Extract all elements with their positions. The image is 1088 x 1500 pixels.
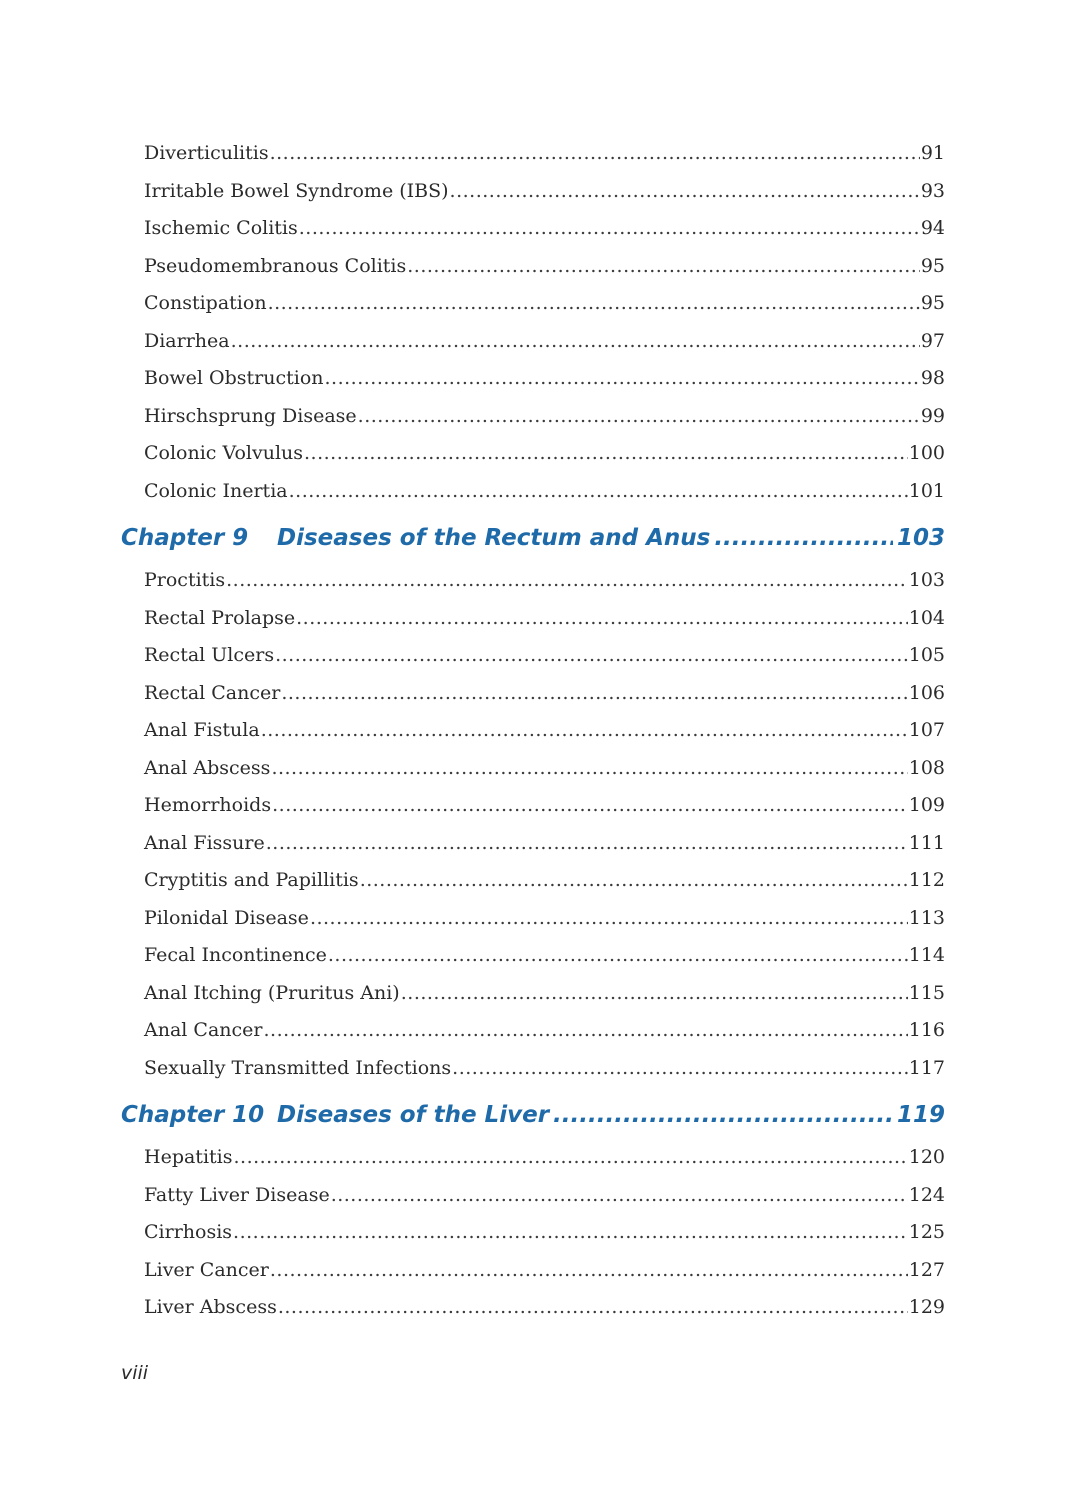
chapter-10-heading[interactable]: [121, 1091, 945, 1139]
page-folio: viii: [121, 1362, 149, 1384]
entry-title: Fatty Liver Disease: [144, 1183, 330, 1206]
entry-title: Constipation: [144, 292, 267, 314]
entry-page-number: 97: [920, 329, 945, 352]
entry-page-number: 113: [908, 906, 945, 929]
entry-title: Proctitis: [144, 569, 226, 591]
dot-leader: [226, 562, 908, 600]
toc-entry[interactable]: [121, 862, 945, 900]
entry-title: Anal Fissure: [144, 831, 265, 854]
dot-leader: [231, 323, 920, 361]
toc-entry[interactable]: [121, 900, 945, 938]
dot-leader: [289, 473, 908, 511]
dot-leader: [304, 435, 908, 473]
entry-page-number: 124: [908, 1183, 945, 1206]
toc-entry[interactable]: [121, 473, 945, 511]
dot-leader: [553, 1091, 893, 1139]
entry-page-number: 129: [908, 1296, 945, 1318]
entry-title: Sexually Transmitted Infections: [144, 1056, 452, 1079]
dot-leader: [270, 1252, 908, 1290]
entry-title: Colonic Volvulus: [144, 442, 304, 464]
dot-leader: [310, 900, 908, 938]
toc-section-chapter-9: [121, 562, 945, 1087]
entry-title: Anal Itching (Pruritus Ani): [144, 981, 400, 1004]
entry-page-number: 120: [908, 1146, 945, 1168]
entry-page-number: 95: [920, 292, 945, 314]
entry-title: Rectal Ulcers: [144, 644, 275, 666]
entry-page-number: 116: [908, 1019, 945, 1041]
entry-page-number: 117: [908, 1056, 945, 1079]
entry-page-number: 106: [908, 681, 945, 704]
dot-leader: [263, 1012, 907, 1050]
toc-entry[interactable]: [121, 1289, 945, 1327]
entry-page-number: 107: [908, 719, 945, 741]
toc-entry[interactable]: [121, 1214, 945, 1252]
entry-title: Fecal Incontinence: [144, 944, 327, 966]
chapter-number: Chapter 9: [121, 525, 249, 551]
entry-page-number: 127: [908, 1258, 945, 1281]
entry-title: Rectal Cancer: [144, 681, 281, 704]
dot-leader: [325, 360, 920, 398]
toc-entry[interactable]: [121, 1252, 945, 1290]
toc-section-chapter-10: [121, 1139, 945, 1327]
toc-entry[interactable]: [121, 435, 945, 473]
chapter-page-number: 103: [896, 525, 945, 551]
dot-leader: [266, 825, 908, 863]
toc-entry[interactable]: [121, 398, 945, 436]
dot-leader: [281, 675, 907, 713]
toc-entry[interactable]: [121, 1177, 945, 1215]
chapter-9-heading[interactable]: [121, 514, 945, 562]
toc-entry[interactable]: [121, 248, 945, 286]
dot-leader: [714, 514, 893, 562]
dot-leader: [450, 173, 920, 211]
toc-entry[interactable]: [121, 323, 945, 361]
entry-title: Hirschsprung Disease: [144, 404, 357, 427]
toc-entry[interactable]: [121, 360, 945, 398]
entry-title: Cirrhosis: [144, 1221, 233, 1243]
toc-entry[interactable]: [121, 750, 945, 788]
entry-title: Liver Cancer: [144, 1258, 269, 1281]
entry-title: Anal Abscess: [144, 756, 271, 779]
dot-leader: [358, 398, 920, 436]
entry-page-number: 100: [908, 442, 945, 464]
toc-entry[interactable]: [121, 787, 945, 825]
chapter-title: Diseases of the Rectum and Anus: [277, 525, 711, 551]
entry-title: Liver Abscess: [144, 1296, 277, 1318]
chapter-number: Chapter 10: [121, 1102, 265, 1128]
entry-page-number: 95: [920, 254, 945, 277]
entry-title: Colonic Inertia: [144, 479, 288, 502]
entry-title: Diverticulitis: [144, 142, 269, 164]
entry-page-number: 105: [908, 644, 945, 666]
toc-entry[interactable]: [121, 210, 945, 248]
dot-leader: [272, 787, 908, 825]
toc-entry[interactable]: [121, 562, 945, 600]
entry-page-number: 114: [908, 944, 945, 966]
entry-title: Cryptitis and Papillitis: [144, 869, 359, 891]
toc-entry[interactable]: [121, 675, 945, 713]
entry-page-number: 93: [920, 179, 945, 202]
toc-entry[interactable]: [121, 937, 945, 975]
entry-title: Pseudomembranous Colitis: [144, 254, 407, 277]
entry-page-number: 125: [908, 1221, 945, 1243]
entry-page-number: 94: [920, 217, 945, 239]
toc-entry[interactable]: [121, 173, 945, 211]
dot-leader: [268, 285, 920, 323]
entry-page-number: 98: [920, 367, 945, 389]
dot-leader: [328, 937, 908, 975]
toc-entry[interactable]: [121, 135, 945, 173]
entry-title: Anal Fistula: [144, 719, 260, 741]
entry-title: Anal Cancer: [144, 1019, 263, 1041]
toc-entry[interactable]: [121, 285, 945, 323]
entry-title: Hepatitis: [144, 1146, 233, 1168]
toc-entry[interactable]: [121, 712, 945, 750]
dot-leader: [407, 248, 920, 286]
entry-title: Rectal Prolapse: [144, 606, 296, 629]
entry-title: Diarrhea: [144, 329, 230, 352]
dot-leader: [278, 1289, 908, 1327]
entry-title: Bowel Obstruction: [144, 367, 324, 389]
entry-page-number: 101: [908, 479, 945, 502]
entry-title: Hemorrhoids: [144, 794, 272, 816]
toc-entry[interactable]: [121, 1012, 945, 1050]
table-of-contents: [121, 135, 945, 1327]
toc-entry[interactable]: [121, 600, 945, 638]
toc-entry[interactable]: [121, 637, 945, 675]
dot-leader: [233, 1139, 907, 1177]
toc-entry[interactable]: [121, 1050, 945, 1088]
toc-entry[interactable]: [121, 1139, 945, 1177]
entry-title: Ischemic Colitis: [144, 217, 298, 239]
chapter-page-number: 119: [896, 1102, 945, 1128]
entry-page-number: 91: [920, 142, 945, 164]
dot-leader: [331, 1177, 908, 1215]
entry-title: Irritable Bowel Syndrome (IBS): [144, 179, 449, 202]
toc-entry[interactable]: [121, 825, 945, 863]
dot-leader: [261, 712, 908, 750]
dot-leader: [233, 1214, 908, 1252]
dot-leader: [270, 135, 920, 173]
toc-section-colon: [121, 135, 945, 510]
entry-page-number: 109: [908, 794, 945, 816]
entry-title: Pilonidal Disease: [144, 906, 309, 929]
entry-page-number: 108: [908, 756, 945, 779]
entry-page-number: 115: [908, 981, 945, 1004]
dot-leader: [401, 975, 908, 1013]
entry-page-number: 104: [908, 606, 945, 629]
dot-leader: [360, 862, 908, 900]
dot-leader: [271, 750, 907, 788]
entry-page-number: 112: [908, 869, 945, 891]
entry-page-number: 111: [908, 831, 945, 854]
chapter-title: Diseases of the Liver: [277, 1102, 550, 1128]
dot-leader: [299, 210, 920, 248]
dot-leader: [452, 1050, 908, 1088]
dot-leader: [275, 637, 908, 675]
toc-entry[interactable]: [121, 975, 945, 1013]
dot-leader: [296, 600, 908, 638]
entry-page-number: 99: [920, 404, 945, 427]
entry-page-number: 103: [908, 569, 945, 591]
